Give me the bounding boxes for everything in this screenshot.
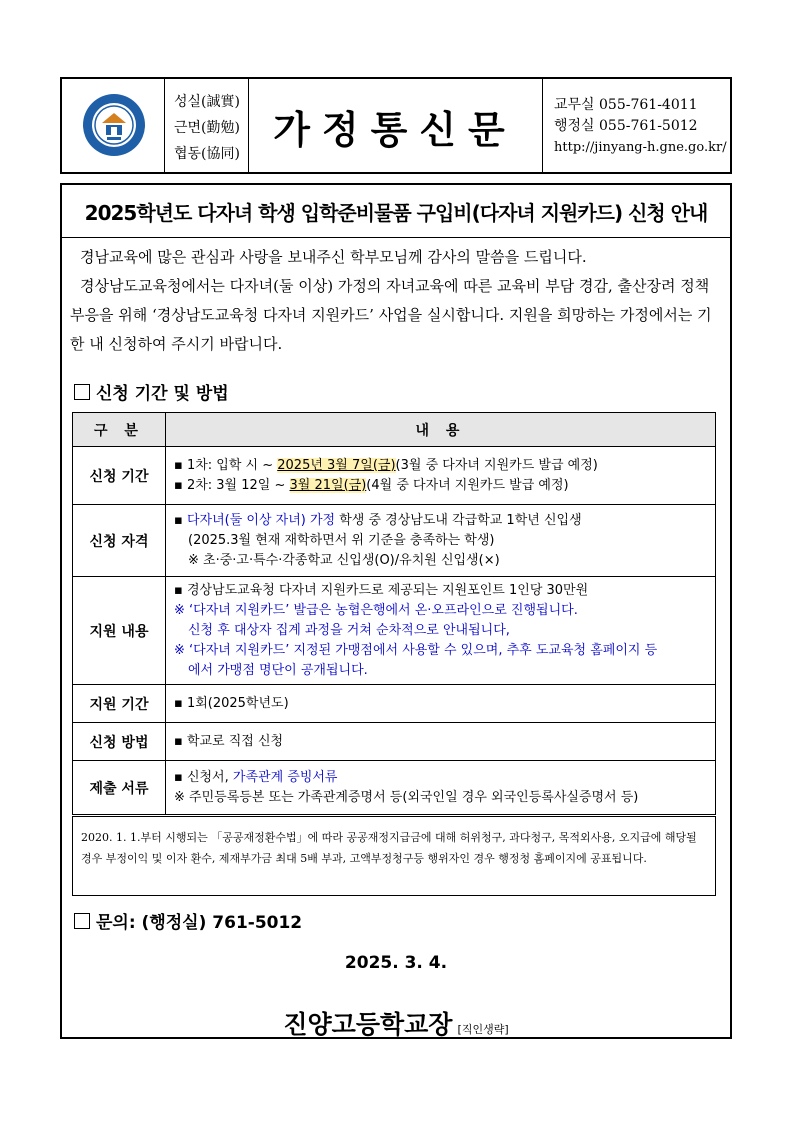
virtue-sincerity: 성실(誠實) (174, 94, 240, 110)
law-notice: 2020. 1. 1.부터 시행되는 「공공재정환수법」에 따라 공공재정지급금에 대해 허위청구, 과다청구, 목적외사용, 오지급에 해당될 경우 부정이익 및 이자 환수, 제재부가금 최대 5배 부과, 고액부정청구등 행위자인 경우 행정청 홈페이지에 공표됩니다. (72, 816, 716, 896)
table-row (73, 577, 716, 685)
teachers-office-phone: 교무실 055-761-4011 (554, 97, 698, 113)
row-label: 지원 내용 (73, 577, 166, 685)
support-note: 신청 후 대상자 집계 과정을 거쳐 순차적으로 안내됩니다, (188, 622, 510, 638)
eligibility-note: ※ 초·중·고·특수·각종학교 신입생(O)/유치원 신입생(×) (188, 552, 500, 568)
eligibility-highlight: 다자녀(둘 이상 자녀) 가정 (186, 512, 336, 528)
bullet: ▪ (174, 512, 187, 528)
period-text: (4월 중 다자녀 지원카드 발급 예정) (366, 477, 569, 493)
inquiry-text: 문의: (행정실) 761-5012 (96, 913, 303, 933)
row-content (166, 761, 716, 815)
school-website: http://jinyang-h.gne.go.kr/ (554, 140, 727, 155)
header-divider (248, 79, 249, 172)
inquiry (74, 908, 302, 933)
table-header-row (73, 413, 716, 447)
row-label: 신청 자격 (73, 505, 166, 577)
school-virtues (174, 89, 240, 167)
admin-office-phone: 행정실 055-761-5012 (554, 118, 698, 134)
row-label: 제출 서류 (73, 761, 166, 815)
row-label: 지원 기간 (73, 685, 166, 723)
period-text: ▪ 2차: 3월 12일 ~ (174, 477, 290, 493)
issue-date: 2025. 3. 4. (344, 953, 448, 973)
period-deadline-1: 2025년 3월 7일(금) (277, 457, 396, 473)
checkbox-square-icon (74, 384, 90, 400)
support-note: ※ ‘다자녀 지원카드’ 발급은 농협은행에서 온·오프라인으로 진행됩니다. (174, 602, 578, 618)
notice-title: 2025학년도 다자녀 학생 입학준비물품 구입비(다자녀 지원카드) 신청 안내 (62, 185, 730, 238)
main-box (60, 183, 732, 1039)
table-row (73, 723, 716, 761)
support-note: 에서 가맹점 명단이 공개됩니다. (188, 662, 368, 678)
documents-note: ※ 주민등록등본 또는 가족관계증명서 등(외국인일 경우 외국인등록사실증명서 등) (174, 789, 639, 805)
row-label: 신청 방법 (73, 723, 166, 761)
checkbox-square-icon (74, 913, 90, 929)
row-content (166, 447, 716, 505)
header-category: 구 분 (73, 413, 166, 447)
table-row (73, 685, 716, 723)
school-emblem-icon (82, 93, 146, 157)
contact-info (554, 95, 727, 158)
virtue-cooperation: 협동(協同) (174, 146, 240, 162)
row-content (166, 577, 716, 685)
intro-text (70, 243, 722, 359)
row-content (166, 505, 716, 577)
row-content: ▪ 1회(2025학년도) (166, 685, 716, 723)
support-text: ▪ 경상남도교육청 다자녀 지원카드로 제공되는 지원포인트 1인당 30만원 (174, 582, 589, 598)
eligibility-text: (2025.3월 현재 재학하면서 위 기준을 충족하는 학생) (188, 532, 495, 548)
section-heading (74, 379, 229, 404)
period-deadline-2: 3월 21일(금) (289, 477, 367, 493)
row-label: 신청 기간 (73, 447, 166, 505)
documents-highlight: 가족관계 증빙서류 (232, 769, 338, 785)
table-row (73, 447, 716, 505)
document-title: 가정통신문 (273, 108, 517, 152)
eligibility-text: 학생 중 경상남도내 각급학교 1학년 신입생 (335, 512, 582, 528)
header-content: 내 용 (166, 413, 716, 447)
period-text: (3월 중 다자녀 지원카드 발급 예정) (395, 457, 598, 473)
table-row (73, 761, 716, 815)
header-box (60, 77, 732, 174)
virtue-diligence: 근면(勤勉) (174, 120, 240, 136)
intro-paragraph: 경남교육에 많은 관심과 사랑을 보내주신 학부모님께 감사의 말씀을 드립니다. (80, 248, 587, 266)
signer (62, 1005, 730, 1041)
section-title: 신청 기간 및 방법 (96, 384, 229, 404)
row-content: ▪ 학교로 직접 신청 (166, 723, 716, 761)
info-table (72, 412, 716, 815)
documents-text: ▪ 신청서, (174, 769, 233, 785)
header-divider (164, 79, 165, 172)
table-row (73, 505, 716, 577)
intro-paragraph: 경상남도교육청에서는 다자녀(둘 이상) 가정의 자녀교육에 따른 교육비 부담 경감, 출산장려 정책 부응을 위해 ‘경상남도교육청 다자녀 지원카드’ 사업을 실시합니다. 지원을 희망하는 가정에서는 기한 내 신청하여 주시기 바랍니다. (70, 277, 712, 353)
header-divider (542, 79, 543, 172)
seal-note: [직인생략] (457, 1023, 509, 1036)
period-text: ▪ 1차: 입학 시 ~ (174, 457, 278, 473)
support-note: ※ ‘다자녀 지원카드’ 지정된 가맹점에서 사용할 수 있으며, 추후 도교육청 홈페이지 등 (174, 642, 658, 658)
signer-name: 진양고등학교장 (283, 1010, 453, 1039)
